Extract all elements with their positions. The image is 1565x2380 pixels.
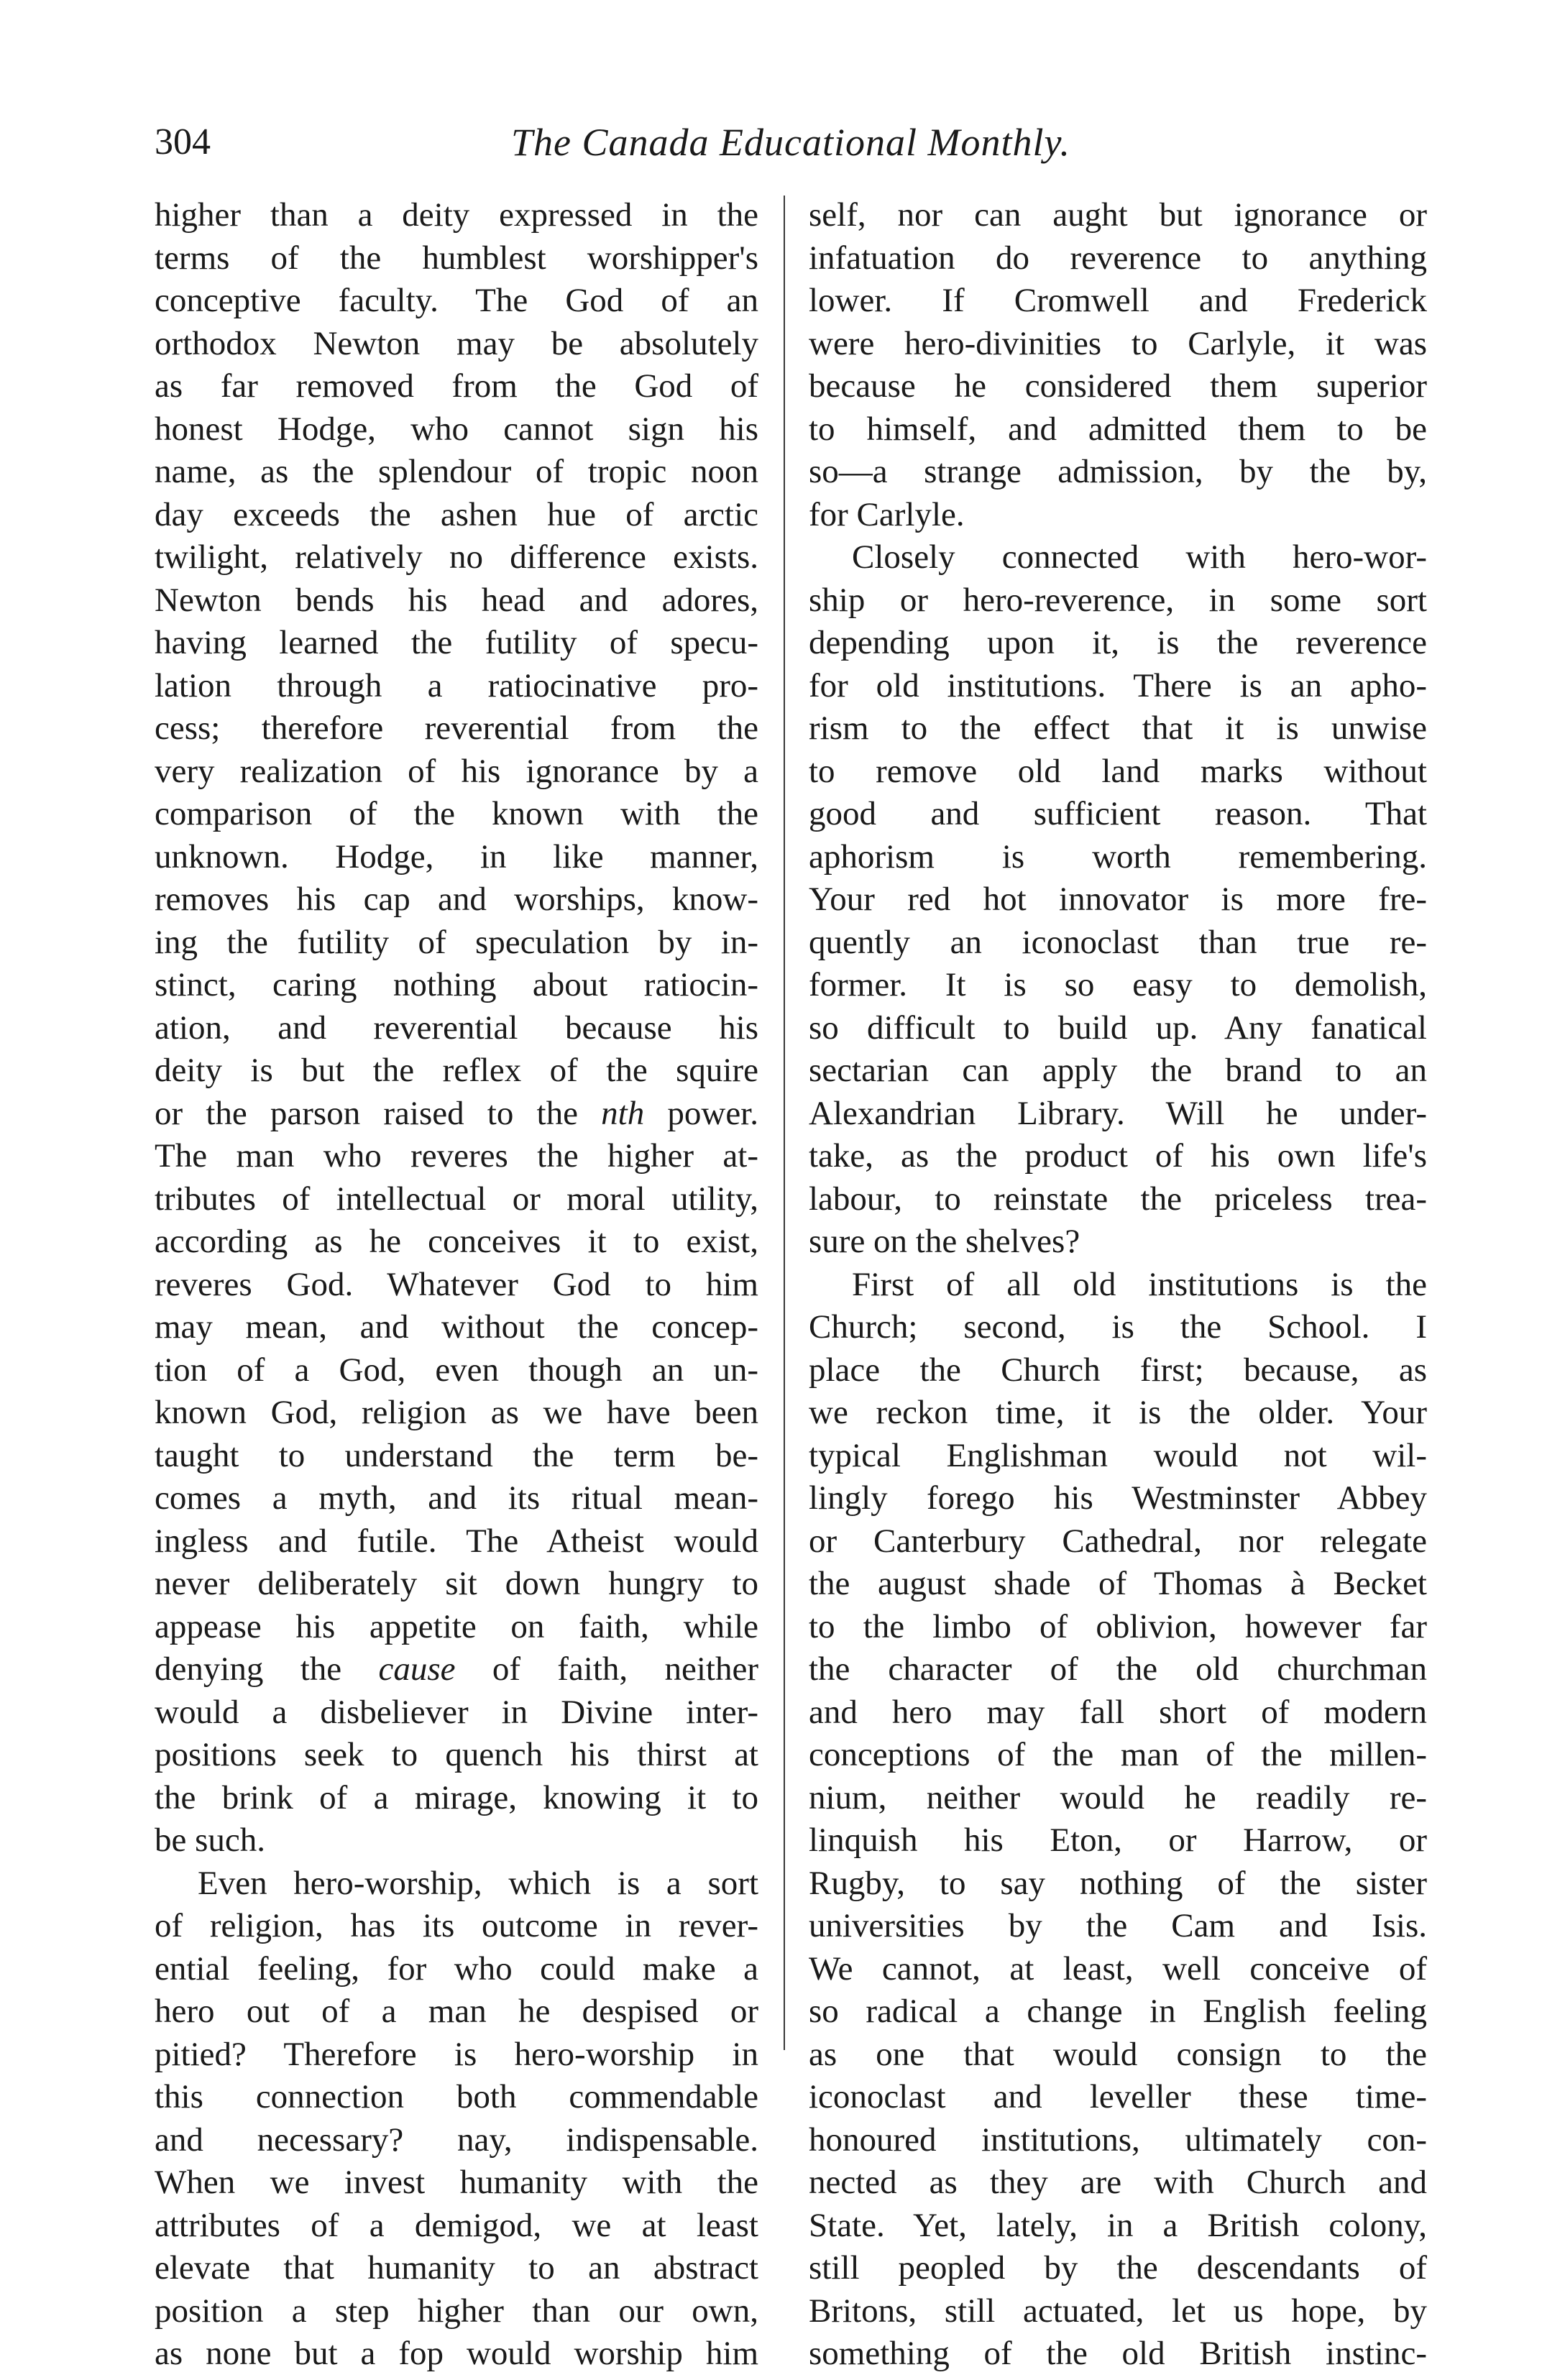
text-line: conceptive faculty. The God of an: [155, 282, 758, 319]
text-line: Closely connected with hero-wor-: [852, 538, 1427, 576]
text-line: pitied? Therefore is hero-worship in: [155, 2035, 758, 2073]
text-line: Britons, still actuated, let us hope, by: [809, 2292, 1427, 2330]
text-line: very realization of his ignorance by a: [155, 752, 758, 790]
text-line: as none but a fop would worship him: [155, 2335, 758, 2372]
text-line: sectarian can apply the brand to an: [809, 1052, 1427, 1089]
text-line: denying the cause of faith, neither: [155, 1650, 758, 1688]
text-line: typical Englishman would not wil-: [809, 1436, 1427, 1474]
text-line: comes a myth, and its ritual mean-: [155, 1479, 758, 1517]
page-header: [155, 114, 1427, 171]
text-line: ential feeling, for who could make a: [155, 1949, 758, 1988]
text-line: former. It is so easy to demolish,: [809, 966, 1427, 1003]
text-line: nected as they are with Church and: [809, 2164, 1427, 2201]
text-line: may mean, and without the concep-: [155, 1308, 758, 1346]
text-line: lingly forego his Westminster Abbey: [809, 1479, 1427, 1517]
left-text-column: [155, 194, 758, 2376]
text-line: taught to understand the term be-: [155, 1436, 758, 1474]
text-line: the august shade of Thomas à Becket: [809, 1565, 1427, 1602]
text-line: and hero may fall short of modern: [809, 1693, 1427, 1731]
text-line: self, nor can aught but ignorance or: [809, 196, 1427, 234]
right-text-column: [809, 194, 1427, 2376]
text-line: for Carlyle.: [809, 495, 965, 533]
text-line: Newton bends his head and adores,: [155, 581, 758, 619]
text-line: having learned the futility of specu-: [155, 624, 758, 661]
text-line: conceptions of the man of the millen-: [809, 1736, 1427, 1773]
text-line: to the limbo of oblivion, however far: [809, 1607, 1427, 1645]
text-line: labour, to reinstate the priceless trea-: [809, 1180, 1427, 1218]
text-line: State. Yet, lately, in a British colony,: [809, 2206, 1427, 2244]
text-line: or the parson raised to the nth power.: [155, 1094, 758, 1132]
text-line: never deliberately sit down hungry to: [155, 1565, 758, 1602]
text-line: or Canterbury Cathedral, nor relegate: [809, 1522, 1427, 1560]
text-line: ingless and futile. The Atheist would: [155, 1522, 758, 1560]
text-line: attributes of a demigod, we at least: [155, 2206, 758, 2244]
text-line: appease his appetite on faith, while: [155, 1607, 758, 1645]
text-line: Your red hot innovator is more fre-: [809, 881, 1427, 918]
text-line: so radical a change in English feeling: [809, 1993, 1427, 2030]
text-line: the character of the old churchman: [809, 1650, 1427, 1688]
text-line: Alexandrian Library. Will he under-: [809, 1094, 1427, 1132]
text-line: we reckon time, it is the older. Your: [809, 1394, 1427, 1431]
text-line: tributes of intellectual or moral utility,: [155, 1180, 758, 1218]
text-line: deity is but the reflex of the squire: [155, 1052, 758, 1089]
text-line: to himself, and admitted them to be: [809, 410, 1427, 448]
text-line: still peopled by the descendants of: [809, 2249, 1427, 2287]
text-line: for old institutions. There is an apho-: [809, 666, 1427, 704]
text-line: orthodox Newton may be absolutely: [155, 324, 758, 362]
text-line: good and sufficient reason. That: [809, 795, 1427, 832]
text-line: were hero-divinities to Carlyle, it was: [809, 324, 1427, 362]
text-line: Church; second, is the School. I: [809, 1308, 1427, 1346]
text-line: aphorism is worth remembering.: [809, 837, 1427, 876]
text-line: ship or hero-reverence, in some sort: [809, 581, 1427, 619]
text-line: unknown. Hodge, in like manner,: [155, 837, 758, 876]
text-line: so difficult to build up. Any fanatical: [809, 1008, 1427, 1047]
text-line: infatuation do reverence to anything: [809, 239, 1427, 277]
text-line: stinct, caring nothing about ratiocin-: [155, 966, 758, 1003]
text-line: We cannot, at least, well conceive of: [809, 1949, 1427, 1988]
text-line: honest Hodge, who cannot sign his: [155, 410, 758, 448]
text-line: hero out of a man he despised or: [155, 1993, 758, 2030]
text-line: universities by the Cam and Isis.: [809, 1907, 1427, 1944]
text-line: be such.: [155, 1821, 266, 1859]
text-line: known God, religion as we have been: [155, 1394, 758, 1431]
text-line: comparison of the known with the: [155, 795, 758, 832]
text-line: cess; therefore reverential from the: [155, 709, 758, 747]
text-line: lower. If Cromwell and Frederick: [809, 282, 1427, 319]
text-line: elevate that humanity to an abstract: [155, 2249, 758, 2287]
text-line: honoured institutions, ultimately con-: [809, 2121, 1427, 2159]
text-line: according as he conceives it to exist,: [155, 1223, 758, 1260]
text-line: as far removed from the God of: [155, 367, 758, 405]
text-line: and necessary? nay, indispensable.: [155, 2121, 758, 2159]
text-line: because he considered them superior: [809, 367, 1427, 405]
text-line: the brink of a mirage, knowing it to: [155, 1778, 758, 1816]
text-line: First of all old institutions is the: [852, 1265, 1427, 1303]
text-line: higher than a deity expressed in the: [155, 196, 758, 234]
text-line: of religion, has its outcome in rever-: [155, 1907, 758, 1944]
text-line: iconoclast and leveller these time-: [809, 2078, 1427, 2115]
text-line: twilight, relatively no difference exists.: [155, 538, 758, 576]
running-title: The Canada Educational Monthly.: [511, 121, 1070, 164]
text-line: nium, neither would he readily re-: [809, 1778, 1427, 1816]
text-line: would a disbeliever in Divine inter-: [155, 1693, 758, 1731]
text-line: Rugby, to say nothing of the sister: [809, 1864, 1427, 1902]
text-line: positions seek to quench his thirst at: [155, 1736, 758, 1773]
column-divider: [784, 196, 785, 2050]
text-line: place the Church first; because, as: [809, 1351, 1427, 1389]
text-line: The man who reveres the higher at-: [155, 1137, 758, 1175]
text-line: rism to the effect that it is unwise: [809, 709, 1427, 747]
text-line: ing the futility of speculation by in-: [155, 923, 758, 961]
text-line: quently an iconoclast than true re-: [809, 923, 1427, 961]
text-line: When we invest humanity with the: [155, 2164, 758, 2201]
text-line: so—a strange admission, by the by,: [809, 453, 1427, 490]
text-line: tion of a God, even though an un-: [155, 1351, 758, 1389]
page-number: 304: [155, 121, 211, 162]
text-line: day exceeds the ashen hue of arctic: [155, 495, 758, 533]
text-line: lation through a ratiocinative pro-: [155, 666, 758, 704]
text-line: depending upon it, is the reverence: [809, 624, 1427, 661]
text-line: to remove old land marks without: [809, 752, 1427, 790]
text-line: sure on the shelves?: [809, 1223, 1080, 1260]
text-line: as one that would consign to the: [809, 2035, 1427, 2073]
text-line: this connection both commendable: [155, 2078, 758, 2115]
text-line: name, as the splendour of tropic noon: [155, 453, 758, 490]
text-line: Even hero-worship, which is a sort: [198, 1864, 758, 1902]
text-line: take, as the product of his own life's: [809, 1137, 1427, 1175]
text-line: removes his cap and worships, know-: [155, 881, 758, 918]
text-line: reveres God. Whatever God to him: [155, 1265, 758, 1303]
text-line: linquish his Eton, or Harrow, or: [809, 1821, 1427, 1859]
text-line: something of the old British instinc-: [809, 2335, 1427, 2372]
text-line: ation, and reverential because his: [155, 1008, 758, 1047]
text-line: position a step higher than our own,: [155, 2292, 758, 2330]
text-line: terms of the humblest worshipper's: [155, 239, 758, 277]
